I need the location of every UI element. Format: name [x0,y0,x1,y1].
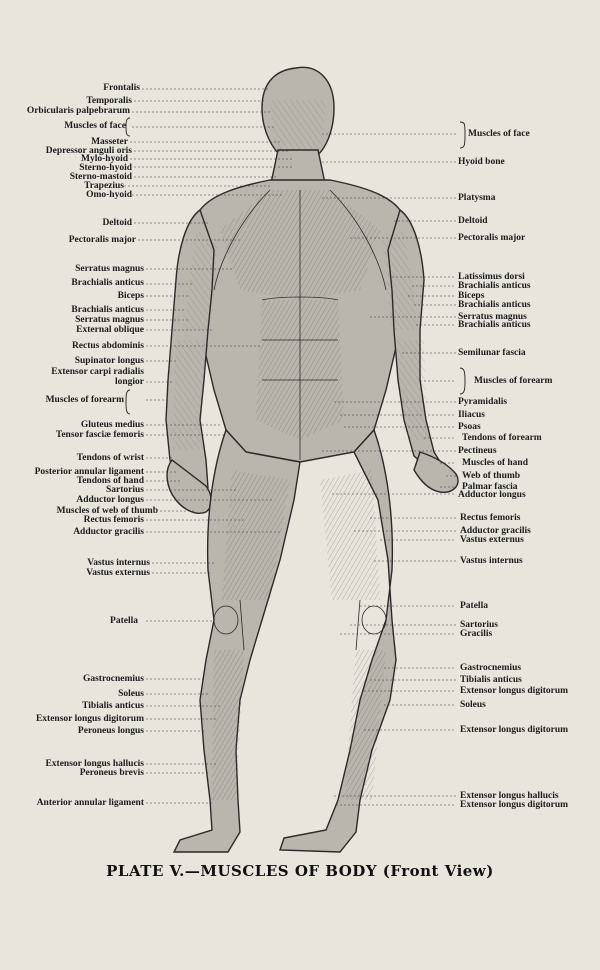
label-hyoid-bone: Hyoid bone [458,157,505,167]
label-sterno-hyoid: Sterno-hyoid [79,163,132,173]
label-brachialis-anticus-r3: Brachialis anticus [458,320,531,330]
label-muscles-of-hand: Muscles of hand [462,458,528,468]
label-anterior-annular-ligament: Anterior annular ligament [36,798,144,808]
label-iliacus: Iliacus [458,410,485,420]
label-palmar-fascia: Palmar fascia [462,482,518,492]
label-adductor-gracilis-left: Adductor gracilis [73,527,144,537]
label-platysma: Platysma [458,193,496,203]
label-biceps-left: Biceps [117,291,144,301]
label-muscles-of-face-right: Muscles of face [468,129,530,139]
label-tendons-of-wrist: Tendons of wrist [76,453,144,463]
label-extensor-longus-digitorum-r1: Extensor longus digitorum [460,686,569,696]
label-rectus-abdominis: Rectus abdominis [71,341,144,351]
label-extensor-longus-hallucis-left: Extensor longus hallucis [45,759,144,769]
label-rectus-femoris-left: Rectus femoris [83,515,144,525]
label-deltoid-right: Deltoid [458,216,488,226]
label-gastrocnemius-right: Gastrocnemius [460,663,522,673]
label-orbicularis-palpebrarum: Orbicularis palpebrarum [26,106,130,116]
label-tendons-of-forearm: Tendons of forearm [462,433,542,443]
label-deltoid-left: Deltoid [102,218,132,228]
label-brachialis-anticus-2: Brachialis anticus [71,305,144,315]
label-web-of-thumb: Web of thumb [462,471,521,481]
label-adductor-longus-left: Adductor longus [76,495,144,505]
label-extensor-longus-digitorum-r2: Extensor longus digitorum [460,725,569,735]
plate-caption: PLATE V.—MUSCLES OF BODY (Front View) [106,862,494,880]
label-omo-hyoid: Omo-hyoid [86,190,132,200]
label-muscles-of-forearm-left: Muscles of forearm [45,395,124,405]
label-patella-left: Patella [110,616,138,626]
label-serratus-magnus-right: Serratus magnus [458,312,527,322]
label-sartorius-left: Sartorius [106,485,144,495]
label-mylo-hyoid: Mylo-hyoid [81,154,128,164]
label-tensor-fasciae-femoris: Tensor fasciæ femoris [55,430,144,440]
label-adductor-longus-right: Adductor longus [458,490,526,500]
label-tibialis-anticus-left: Tibialis anticus [82,701,144,711]
label-extensor-carpi-radialis: Extensor carpi radialis [51,367,144,377]
label-vastus-internus-left: Vastus internus [87,558,150,568]
label-peroneus-brevis: Peroneus brevis [79,768,144,778]
label-pectoralis-major-left: Pectoralis major [68,235,136,245]
label-sterno-mastoid: Sterno-mastoid [69,172,132,182]
label-sartorius-right: Sartorius [460,620,498,630]
label-masseter: Masseter [91,137,128,147]
label-supinator-longus: Supinator longus [74,356,144,366]
label-brachialis-anticus-r2: Brachialis anticus [458,300,531,310]
label-adductor-gracilis-right: Adductor gracilis [460,526,531,536]
label-soleus-left: Soleus [118,689,144,699]
label-extensor-longus-digitorum-left: Extensor longus digitorum [35,714,144,724]
label-muscles-of-web-of-thumb: Muscles of web of thumb [56,506,158,516]
label-pectineus: Pectineus [458,446,497,456]
label-latissimus-dorsi: Latissimus dorsi [458,272,525,282]
label-serratus-magnus-1: Serratus magnus [75,264,144,274]
label-external-oblique: External oblique [76,325,144,335]
label-posterior-annular-ligament: Posterior annular ligament [34,467,144,477]
label-depressor-anguli-oris: Depressor anguli oris [45,146,132,156]
label-pectoralis-major-right: Pectoralis major [458,233,526,243]
label-trapezius: Trapezius [84,181,124,191]
label-vastus-externus-right: Vastus externus [460,535,524,545]
label-temporalis: Temporalis [86,96,132,106]
label-vastus-externus-left: Vastus externus [86,568,150,578]
label-muscles-of-face-left: Muscles of face [64,121,126,131]
label-gluteus-medius: Gluteus medius [80,420,144,430]
label-semilunar-fascia: Semilunar fascia [458,348,526,358]
label-tibialis-anticus-right: Tibialis anticus [460,675,522,685]
label-gracilis: Gracilis [460,629,493,639]
label-muscles-of-forearm-right: Muscles of forearm [474,376,553,386]
label-gastrocnemius-left: Gastrocnemius [82,674,144,684]
label-brachialis-anticus-r1: Brachialis anticus [458,281,531,291]
label-longior: longior [114,377,144,387]
label-brachialis-anticus-1: Brachialis anticus [71,278,144,288]
label-vastus-internus-right: Vastus internus [460,556,523,566]
label-rectus-femoris-right: Rectus femoris [460,513,521,523]
label-biceps-right: Biceps [458,291,485,301]
label-frontalis: Frontalis [103,83,140,93]
label-extensor-longus-digitorum-r3: Extensor longus digitorum [460,800,569,810]
label-soleus-right: Soleus [460,700,486,710]
label-peroneus-longus: Peroneus longus [77,726,144,736]
label-serratus-magnus-2: Serratus magnus [75,315,144,325]
label-patella-right: Patella [460,601,488,611]
label-pyramidalis: Pyramidalis [458,397,508,407]
label-extensor-longus-hallucis-right: Extensor longus hallucis [460,791,559,801]
label-tendons-of-hand: Tendons of hand [76,476,144,486]
label-psoas: Psoas [458,422,481,432]
